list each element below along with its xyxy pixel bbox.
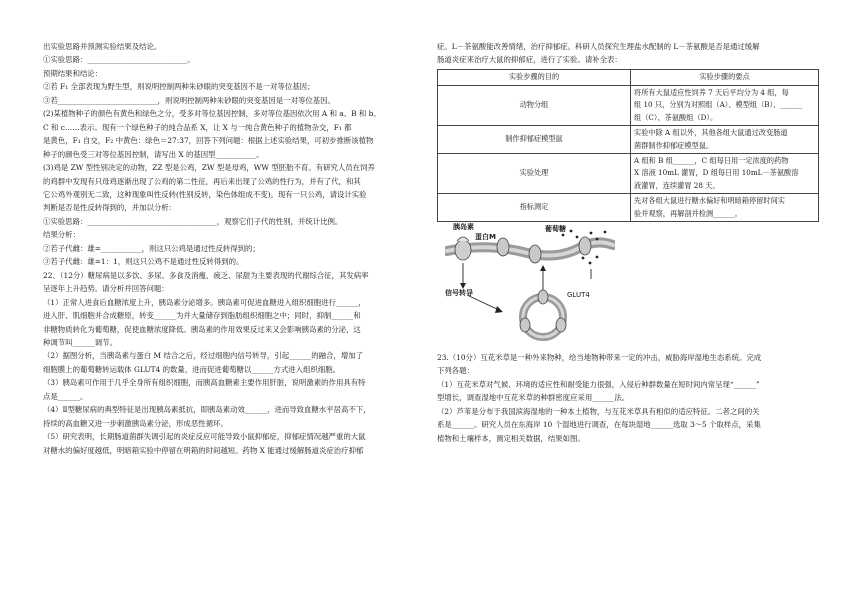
question-22-heading: 22、（12分）糖尿病是以多饮、多尿、多食及消瘦、疲乏、尿甜为主要表现的代谢综合征，其发病率 [43, 270, 369, 280]
glut4-label: GLUT4 [567, 290, 590, 299]
table-cell-detail [631, 85, 819, 125]
table-cell-detail [631, 194, 819, 222]
text-line: 进入肝、肌细胞并合成糖原，转变______为并大量储存到脂肪组织细胞之中；同时，抑制______和 [43, 311, 361, 321]
text-line: （3）胰岛素可作用于几乎全身所有组织细胞，而胰高血糖素主要作用肝脏，说明激素的作用具有特 [43, 378, 366, 388]
text-line: ③若___________________________，则说明控制两种朱砂眼的突变基因是一对等位基因。 [43, 95, 335, 105]
glut4-protein [538, 290, 548, 304]
table-header: 实验步骤的要点 [631, 69, 819, 85]
text-line: 的鸡群中发现有只母鸡逐渐出现了公鸡的第二性征，再后来出现了公鸡的性行为，并有了代，和其 [43, 176, 361, 186]
table-cell-detail [631, 126, 819, 154]
text-line: 肠道炎症来治疗大鼠的抑郁症，进行了实验。请补全表： [437, 55, 622, 65]
left-column [43, 40, 421, 457]
text-line: (3)鸡是 ZW 型性别决定的动物，ZZ 型是公鸡，ZW 型是母鸡，WW 型胚胎不育。有研究人员在饲养 [43, 163, 375, 173]
table-header: 实验步骤的目的 [438, 69, 631, 85]
text-line: 它公鸡外观别无二致，这种现象叫性反转(性别反转，染色体组成不变)。现有一只公鸡，请设计实验 [43, 189, 367, 199]
table-cell-detail [631, 153, 819, 193]
text-line: 非糖物质转化为葡萄糖，促使血糖浓度降低。胰岛素的作用效果反过来又会影响胰岛素的分泌，这 [43, 324, 361, 334]
table-cell-purpose: 实验处理 [438, 153, 631, 193]
text-line: 细胞膜上的葡萄糖转运载体 GLUT4 的数量，进而促进葡萄糖以______方式进入组织细胞。 [43, 364, 341, 374]
signal-transduction-label: 信号转导 [445, 288, 473, 297]
detail-line: 组（C）、茶氨酸组（D）。 [634, 112, 718, 122]
experiment-table [437, 69, 819, 222]
table-cell-purpose: 制作抑郁症模型鼠 [438, 126, 631, 154]
detail-line: 将所有大鼠适应性饲养 7 天后平均分为 4 组，每 [634, 87, 789, 97]
text-line: 种子的颜色受三对等位基因控制，请写出 X 的基因型___________。 [43, 149, 264, 159]
table-row [438, 85, 819, 125]
detail-line: A 组和 B 组______，C 组每日用一定浓度的药物 [634, 155, 789, 165]
text-line: 预期结果和结论： [43, 68, 103, 78]
text-line: 点是______。 [43, 391, 88, 401]
text-line: （5）研究表明，长期肠道菌群失调引起的炎症反应可能导致小鼠抑郁症，抑郁症情况越严重的大鼠 [43, 432, 366, 442]
table-cell-purpose: 动物分组 [438, 85, 631, 125]
glut4-transporter [579, 237, 591, 255]
transporter-protein [497, 238, 509, 256]
text-line: 结果分析： [43, 230, 80, 240]
protein-m-receptor [455, 240, 471, 260]
detail-line: 验并观察，再解剖并检测______。 [634, 208, 742, 218]
text-line: （1）互花米草对气候、环境的适应性和耐受能力很强，入侵后种群数量在短时间内常呈现“______” [437, 379, 760, 389]
text-line: 是黄色，F₁ 自交，F₂ 中黄色：绿色＝27:37，回答下列问题：根据上述实验结果，可初步推断该植物 [43, 136, 374, 146]
text-line: （1）正常人进食后血糖浓度上升，胰岛素分泌增多。胰岛素可促进血糖进入组织细胞进行______， [43, 297, 366, 307]
glucose-label: 葡萄糖 [545, 224, 566, 233]
text-line: 呈逐年上升趋势。请分析并回答问题： [43, 284, 169, 294]
text-line: 种调节叫______调节。 [43, 337, 117, 347]
insulin-signaling-figure [445, 222, 615, 345]
text-line: ①实验思路：___________________________________，观察它们子代的性别，并统计比例。 [43, 216, 343, 226]
signal-arrow [467, 295, 501, 311]
text-line: 对糖水的偏好度越低，明暗箱实验中停留在明箱的时间越短。药物 X 能通过缓解肠道炎症治疗抑郁 [43, 445, 364, 455]
detail-line: 组 10 只，分别为对照组（A）、模型组（B）、______ [634, 100, 802, 110]
text-line: (2)某植物种子的颜色有黄色和绿色之分，受多对等位基因控制，多对等位基因依次用 A 和 a、B 和 b、 [43, 109, 381, 119]
cell-membrane-diagram [445, 222, 615, 345]
detail-line: 液灌胃，连续灌胃 28 天。 [634, 180, 720, 190]
text-line: （4）Ⅱ型糖尿病的典型特征是出现胰岛素抵抗，即胰岛素动效______，进而导致血糖水平居高不下， [43, 405, 371, 415]
detail-line: X 溶液 10mL 灌胃，D 组每日用 10mL－茶氨酸溶 [634, 168, 799, 178]
detail-line: 先对各组大鼠进行糖水偏好和明暗箱停留时间实 [634, 196, 785, 206]
text-line: 下列各题： [437, 366, 474, 376]
table-row [438, 194, 819, 222]
text-line: 植物和土壤样本，测定相关数据，结果如图。 [437, 433, 585, 443]
text-line: ②若子代雌：雄=___________，则这只公鸡是通过性反转得到的； [43, 243, 260, 253]
protein-m-label: 蛋白M [475, 232, 496, 241]
transporter-protein [529, 245, 541, 263]
table-header-row [438, 69, 819, 85]
text-line: 判断是否是性反转得到的，并加以分析： [43, 203, 177, 213]
table-row [438, 153, 819, 193]
text-line: ①实验思路：___________________________。 [43, 55, 195, 65]
question-23-heading: 23.（10分）互花米草是一种外来物种，给当地物种带来一定的冲击，威胁海岸湿地生态系统。完成 [437, 352, 762, 362]
detail-line: 菌群制作抑郁症模型鼠。 [634, 140, 714, 150]
table-cell-purpose: 指标测定 [438, 194, 631, 222]
glut4-protein [520, 318, 530, 332]
text-line: ②若 F₁ 全部表现为野生型，则说明控制两种朱砂眼的突变基因不是一对等位基因； [43, 82, 315, 92]
insulin-molecule [457, 237, 469, 241]
detail-line: 实验中除 A 组以外，其他各组大鼠通过改变肠道 [634, 128, 788, 138]
text-line: 症。L－茶氨酸能改善情绪，治疗抑郁症。科研人员探究生理盐水配制的 L－茶氨酸是否是通过缓解 [437, 42, 760, 51]
text-line: 出实验思路并预测实验结果及结论。 [43, 42, 162, 51]
text-line: （2）据图分析，当胰岛素与蛋白 M 结合之后，经过细胞内信号转导，引起______的融合，增加了 [43, 351, 363, 361]
text-line: C 和 c……表示。现有一个绿色种子的纯合品系 X，让 X 与一纯合黄色种子的植物杂交，F₁ 都 [43, 122, 352, 132]
text-line: ③若子代雌：雄=1：1，则这只公鸡不是通过性反转得到的。 [43, 257, 244, 267]
table-row [438, 126, 819, 154]
text-line: 系是______。研究人员在东海岸 10 个湿地进行调查，在每块湿地______选取 3～5 个取样点，采集 [437, 420, 761, 430]
text-line: 持续的高血糖又进一步刺激胰岛素分泌，形成恶性循环。 [43, 418, 228, 428]
right-column [437, 40, 819, 445]
glut4-protein [556, 318, 566, 332]
text-line: （2）芦苇是分布于我国滨海湿地的一种本土植物，与互花米草具有相似的适应特征。二者之间的关 [437, 406, 760, 416]
insulin-label: 胰岛素 [453, 222, 474, 231]
text-line: 型增长，调查湿地中互花米草的种群密度应采用______法。 [437, 393, 630, 403]
